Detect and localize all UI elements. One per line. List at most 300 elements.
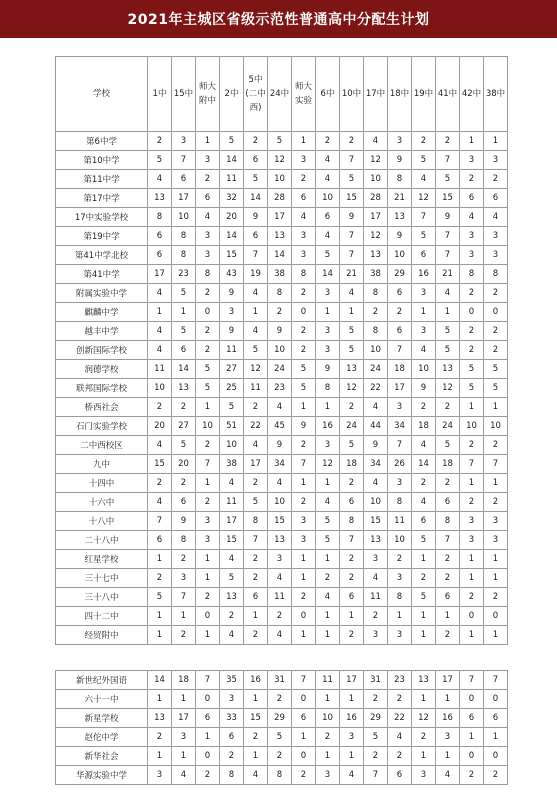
quota-cell: 2 <box>196 588 220 607</box>
quota-cell: 2 <box>244 550 268 569</box>
school-name-cell: 赵佗中学 <box>56 728 148 747</box>
quota-cell: 4 <box>460 208 484 227</box>
quota-cell: 11 <box>316 671 340 690</box>
quota-cell: 2 <box>244 569 268 588</box>
quota-cell: 2 <box>172 398 196 417</box>
quota-cell: 5 <box>244 493 268 512</box>
quota-cell: 4 <box>340 284 364 303</box>
quota-cell: 5 <box>316 531 340 550</box>
header-row <box>56 57 508 132</box>
quota-cell: 8 <box>460 265 484 284</box>
school-name-cell: 第10中学 <box>56 151 148 170</box>
school-name-cell: 十八中 <box>56 512 148 531</box>
additional-table-body <box>56 671 508 785</box>
quota-cell: 15 <box>340 189 364 208</box>
quota-cell: 7 <box>484 455 508 474</box>
quota-cell: 2 <box>484 170 508 189</box>
quota-cell: 1 <box>292 728 316 747</box>
quota-cell: 6 <box>196 709 220 728</box>
table-row <box>56 265 508 284</box>
quota-cell: 5 <box>340 436 364 455</box>
quota-cell: 13 <box>412 671 436 690</box>
quota-cell: 14 <box>220 227 244 246</box>
quota-cell: 7 <box>436 246 460 265</box>
quota-cell: 17 <box>220 512 244 531</box>
quota-cell: 2 <box>340 626 364 645</box>
quota-cell: 6 <box>172 341 196 360</box>
quota-cell: 1 <box>460 398 484 417</box>
quota-cell: 38 <box>268 265 292 284</box>
quota-cell: 2 <box>316 728 340 747</box>
quota-cell: 3 <box>484 227 508 246</box>
quota-cell: 3 <box>172 132 196 151</box>
quota-cell: 7 <box>460 671 484 690</box>
quota-cell: 2 <box>292 284 316 303</box>
quota-cell: 1 <box>484 398 508 417</box>
quota-cell: 3 <box>196 151 220 170</box>
quota-cell: 5 <box>316 512 340 531</box>
quota-cell: 1 <box>436 607 460 626</box>
quota-cell: 1 <box>244 607 268 626</box>
quota-cell: 10 <box>196 417 220 436</box>
quota-cell: 8 <box>388 493 412 512</box>
quota-cell: 8 <box>364 322 388 341</box>
quota-cell: 1 <box>172 747 196 766</box>
quota-cell: 9 <box>220 322 244 341</box>
quota-cell: 9 <box>292 417 316 436</box>
quota-cell: 34 <box>388 417 412 436</box>
quota-cell: 27 <box>220 360 244 379</box>
quota-cell: 12 <box>244 360 268 379</box>
table-row <box>56 208 508 227</box>
quota-cell: 12 <box>412 709 436 728</box>
quota-cell: 2 <box>244 474 268 493</box>
quota-cell: 1 <box>148 550 172 569</box>
quota-cell: 3 <box>292 227 316 246</box>
quota-cell: 28 <box>364 189 388 208</box>
quota-cell: 10 <box>316 709 340 728</box>
quota-cell: 4 <box>148 322 172 341</box>
school-name-cell: 麒麟中学 <box>56 303 148 322</box>
quota-cell: 14 <box>220 151 244 170</box>
quota-cell: 6 <box>484 189 508 208</box>
quota-cell: 1 <box>460 728 484 747</box>
quota-cell: 1 <box>292 550 316 569</box>
quota-cell: 1 <box>460 132 484 151</box>
column-header-label: 师大实验 <box>294 82 312 106</box>
quota-cell: 1 <box>316 690 340 709</box>
quota-cell: 8 <box>196 265 220 284</box>
quota-cell: 27 <box>172 417 196 436</box>
table-row <box>56 436 508 455</box>
quota-cell: 6 <box>460 189 484 208</box>
quota-cell: 1 <box>412 607 436 626</box>
quota-cell: 7 <box>244 531 268 550</box>
quota-cell: 5 <box>412 531 436 550</box>
quota-cell: 11 <box>148 360 172 379</box>
quota-cell: 6 <box>316 208 340 227</box>
quota-cell: 2 <box>316 132 340 151</box>
quota-cell: 16 <box>340 709 364 728</box>
additional-schools-table <box>55 670 508 785</box>
quota-cell: 6 <box>388 322 412 341</box>
quota-cell: 1 <box>196 728 220 747</box>
school-name-cell: 三十七中 <box>56 569 148 588</box>
quota-cell: 4 <box>316 170 340 189</box>
table-row <box>56 227 508 246</box>
quota-cell: 15 <box>436 189 460 208</box>
quota-cell: 1 <box>196 398 220 417</box>
quota-cell: 4 <box>388 728 412 747</box>
column-header-label: 15中 <box>173 89 194 99</box>
quota-cell: 0 <box>292 303 316 322</box>
quota-cell: 24 <box>268 360 292 379</box>
table-row <box>56 341 508 360</box>
quota-cell: 13 <box>388 208 412 227</box>
quota-cell: 3 <box>460 531 484 550</box>
quota-cell: 4 <box>364 474 388 493</box>
quota-cell: 1 <box>316 398 340 417</box>
quota-cell: 2 <box>484 341 508 360</box>
table-row <box>56 151 508 170</box>
quota-cell: 11 <box>244 379 268 398</box>
quota-cell: 4 <box>316 493 340 512</box>
quota-cell: 24 <box>364 360 388 379</box>
quota-cell: 2 <box>388 303 412 322</box>
quota-cell: 45 <box>268 417 292 436</box>
quota-cell: 6 <box>340 588 364 607</box>
quota-cell: 0 <box>196 303 220 322</box>
quota-cell: 8 <box>268 284 292 303</box>
quota-cell: 2 <box>436 550 460 569</box>
quota-cell: 1 <box>196 626 220 645</box>
quota-cell: 8 <box>244 512 268 531</box>
quota-cell: 5 <box>460 379 484 398</box>
quota-cell: 5 <box>196 360 220 379</box>
quota-cell: 16 <box>436 709 460 728</box>
quota-cell: 2 <box>244 132 268 151</box>
quota-cell: 0 <box>460 690 484 709</box>
school-name-cell: 九中 <box>56 455 148 474</box>
quota-cell: 9 <box>412 379 436 398</box>
table-row <box>56 360 508 379</box>
quota-cell: 4 <box>412 493 436 512</box>
quota-cell: 1 <box>484 132 508 151</box>
quota-cell: 28 <box>268 189 292 208</box>
quota-cell: 2 <box>148 132 172 151</box>
quota-cell: 3 <box>292 246 316 265</box>
quota-cell: 5 <box>244 170 268 189</box>
quota-cell: 10 <box>364 493 388 512</box>
quota-cell: 5 <box>436 436 460 455</box>
quota-cell: 1 <box>484 569 508 588</box>
quota-cell: 3 <box>412 284 436 303</box>
quota-cell: 12 <box>268 151 292 170</box>
quota-cell: 2 <box>460 436 484 455</box>
quota-cell: 1 <box>172 303 196 322</box>
quota-cell: 4 <box>412 170 436 189</box>
column-header-label: 42中 <box>461 89 482 99</box>
school-name-cell: 创新国际学校 <box>56 341 148 360</box>
school-name-cell: 二十八中 <box>56 531 148 550</box>
quota-cell: 5 <box>196 379 220 398</box>
quota-cell: 5 <box>412 588 436 607</box>
quota-cell: 31 <box>364 671 388 690</box>
quota-cell: 13 <box>364 246 388 265</box>
quota-cell: 22 <box>244 417 268 436</box>
quota-cell: 3 <box>316 766 340 785</box>
quota-cell: 8 <box>388 170 412 189</box>
column-header-label: 24中 <box>269 89 290 99</box>
quota-cell: 8 <box>172 227 196 246</box>
quota-cell: 12 <box>364 151 388 170</box>
table-row <box>56 284 508 303</box>
quota-cell: 1 <box>316 474 340 493</box>
quota-cell: 4 <box>316 151 340 170</box>
quota-cell: 2 <box>436 398 460 417</box>
quota-cell: 4 <box>148 170 172 189</box>
quota-cell: 9 <box>268 436 292 455</box>
quota-cell: 6 <box>412 246 436 265</box>
quota-cell: 2 <box>196 766 220 785</box>
column-header <box>268 57 292 132</box>
table-row <box>56 455 508 474</box>
quota-cell: 4 <box>220 550 244 569</box>
quota-cell: 1 <box>148 690 172 709</box>
quota-cell: 2 <box>196 322 220 341</box>
quota-cell: 5 <box>364 728 388 747</box>
school-name-cell: 经贸附中 <box>56 626 148 645</box>
school-name-cell: 桥西社会 <box>56 398 148 417</box>
quota-cell: 10 <box>172 208 196 227</box>
table-row <box>56 766 508 785</box>
quota-cell: 18 <box>412 417 436 436</box>
school-name-cell: 十六中 <box>56 493 148 512</box>
quota-cell: 16 <box>244 671 268 690</box>
table-row <box>56 747 508 766</box>
quota-cell: 3 <box>364 626 388 645</box>
quota-cell: 5 <box>436 170 460 189</box>
school-name-cell: 越丰中学 <box>56 322 148 341</box>
quota-cell: 5 <box>412 227 436 246</box>
quota-cell: 15 <box>364 512 388 531</box>
quota-cell: 5 <box>172 284 196 303</box>
allocation-table <box>55 56 508 645</box>
quota-cell: 0 <box>484 747 508 766</box>
quota-cell: 4 <box>412 341 436 360</box>
quota-cell: 10 <box>364 341 388 360</box>
quota-cell: 2 <box>484 284 508 303</box>
quota-cell: 1 <box>316 626 340 645</box>
quota-cell: 6 <box>148 227 172 246</box>
quota-cell: 0 <box>484 607 508 626</box>
quota-cell: 9 <box>316 360 340 379</box>
quota-cell: 9 <box>388 151 412 170</box>
quota-cell: 34 <box>268 455 292 474</box>
quota-cell: 0 <box>460 747 484 766</box>
school-name-cell: 第17中学 <box>56 189 148 208</box>
quota-cell: 14 <box>148 671 172 690</box>
quota-cell: 44 <box>364 417 388 436</box>
quota-cell: 1 <box>412 747 436 766</box>
quota-cell: 5 <box>244 341 268 360</box>
quota-cell: 2 <box>412 728 436 747</box>
quota-cell: 2 <box>364 747 388 766</box>
quota-cell: 4 <box>220 474 244 493</box>
quota-cell: 3 <box>196 246 220 265</box>
quota-cell: 1 <box>292 569 316 588</box>
quota-cell: 2 <box>292 766 316 785</box>
quota-cell: 4 <box>436 284 460 303</box>
quota-cell: 2 <box>340 132 364 151</box>
school-name-cell: 新华社会 <box>56 747 148 766</box>
table-row <box>56 512 508 531</box>
quota-cell: 2 <box>436 474 460 493</box>
quota-cell: 21 <box>436 265 460 284</box>
column-header <box>220 57 244 132</box>
school-name-cell: 二中西校区 <box>56 436 148 455</box>
quota-cell: 14 <box>268 246 292 265</box>
quota-cell: 2 <box>292 493 316 512</box>
quota-cell: 0 <box>292 747 316 766</box>
quota-cell: 1 <box>292 474 316 493</box>
quota-cell: 3 <box>388 132 412 151</box>
quota-cell: 2 <box>244 728 268 747</box>
table-row <box>56 170 508 189</box>
column-header <box>196 57 220 132</box>
column-header-label: 学校 <box>92 89 110 99</box>
quota-cell: 3 <box>460 227 484 246</box>
title-bar <box>0 0 557 38</box>
column-header <box>412 57 436 132</box>
quota-cell: 12 <box>412 189 436 208</box>
quota-cell: 32 <box>220 189 244 208</box>
quota-cell: 11 <box>388 512 412 531</box>
column-header <box>340 57 364 132</box>
quota-cell: 38 <box>220 455 244 474</box>
quota-cell: 1 <box>484 474 508 493</box>
quota-cell: 5 <box>292 360 316 379</box>
quota-cell: 5 <box>484 360 508 379</box>
quota-cell: 0 <box>484 690 508 709</box>
quota-cell: 3 <box>196 512 220 531</box>
quota-cell: 2 <box>388 747 412 766</box>
quota-cell: 1 <box>244 303 268 322</box>
quota-cell: 8 <box>316 379 340 398</box>
quota-cell: 29 <box>364 709 388 728</box>
quota-cell: 2 <box>364 607 388 626</box>
quota-cell: 2 <box>148 474 172 493</box>
quota-cell: 29 <box>388 265 412 284</box>
quota-cell: 2 <box>172 626 196 645</box>
quota-cell: 3 <box>484 246 508 265</box>
quota-cell: 11 <box>220 341 244 360</box>
quota-cell: 2 <box>484 322 508 341</box>
quota-cell: 9 <box>388 227 412 246</box>
quota-cell: 5 <box>292 379 316 398</box>
quota-cell: 3 <box>388 474 412 493</box>
quota-cell: 0 <box>460 607 484 626</box>
quota-cell: 3 <box>268 550 292 569</box>
quota-cell: 3 <box>460 512 484 531</box>
quota-cell: 4 <box>436 766 460 785</box>
quota-cell: 2 <box>460 493 484 512</box>
quota-cell: 1 <box>316 550 340 569</box>
school-name-cell: 四十二中 <box>56 607 148 626</box>
column-header <box>388 57 412 132</box>
column-header-label: 18中 <box>389 89 410 99</box>
quota-cell: 9 <box>340 208 364 227</box>
quota-cell: 17 <box>244 455 268 474</box>
quota-cell: 4 <box>220 626 244 645</box>
table-row <box>56 690 508 709</box>
quota-cell: 2 <box>292 341 316 360</box>
quota-cell: 4 <box>316 588 340 607</box>
quota-cell: 2 <box>436 626 460 645</box>
quota-cell: 3 <box>316 284 340 303</box>
school-name-cell: 17中实验学校 <box>56 208 148 227</box>
quota-cell: 15 <box>244 709 268 728</box>
quota-cell: 8 <box>172 246 196 265</box>
quota-cell: 8 <box>388 588 412 607</box>
quota-cell: 8 <box>340 512 364 531</box>
column-header-label: 师大附中 <box>198 82 216 106</box>
quota-cell: 5 <box>148 151 172 170</box>
quota-cell: 1 <box>244 747 268 766</box>
quota-cell: 2 <box>364 690 388 709</box>
quota-cell: 6 <box>436 493 460 512</box>
quota-cell: 1 <box>196 132 220 151</box>
quota-cell: 4 <box>364 569 388 588</box>
quota-cell: 2 <box>412 569 436 588</box>
column-header-school <box>56 57 148 132</box>
quota-cell: 23 <box>268 379 292 398</box>
quota-cell: 24 <box>436 417 460 436</box>
quota-cell: 10 <box>220 436 244 455</box>
quota-cell: 9 <box>364 436 388 455</box>
quota-cell: 1 <box>292 626 316 645</box>
quota-cell: 10 <box>148 379 172 398</box>
quota-cell: 13 <box>148 709 172 728</box>
school-name-cell: 红星学校 <box>56 550 148 569</box>
quota-cell: 7 <box>388 341 412 360</box>
quota-cell: 3 <box>172 728 196 747</box>
school-name-cell: 第19中学 <box>56 227 148 246</box>
quota-cell: 4 <box>148 436 172 455</box>
quota-cell: 10 <box>388 531 412 550</box>
quota-cell: 33 <box>220 709 244 728</box>
quota-cell: 1 <box>316 303 340 322</box>
quota-cell: 17 <box>340 671 364 690</box>
quota-cell: 2 <box>196 436 220 455</box>
quota-cell: 11 <box>364 588 388 607</box>
quota-cell: 16 <box>412 265 436 284</box>
quota-cell: 1 <box>340 747 364 766</box>
quota-cell: 2 <box>292 170 316 189</box>
table-row <box>56 569 508 588</box>
column-header-label: 2中 <box>224 89 239 99</box>
quota-cell: 8 <box>292 265 316 284</box>
quota-cell: 2 <box>172 550 196 569</box>
quota-cell: 7 <box>364 766 388 785</box>
quota-cell: 6 <box>292 709 316 728</box>
table-row <box>56 189 508 208</box>
quota-cell: 1 <box>388 607 412 626</box>
quota-cell: 7 <box>340 227 364 246</box>
quota-cell: 5 <box>268 728 292 747</box>
column-header-label: 5中(二中西) <box>245 75 266 113</box>
quota-cell: 4 <box>268 474 292 493</box>
